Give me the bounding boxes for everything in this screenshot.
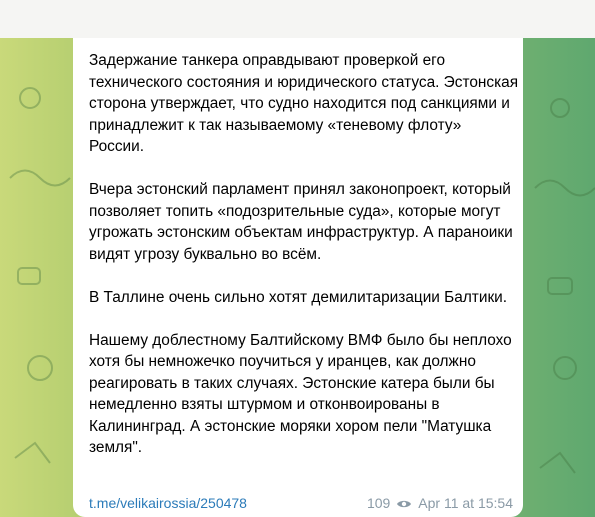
eye-icon: [396, 497, 412, 509]
message-paragraph: В Таллине очень сильно хотят демилитаризации Балтики.: [89, 288, 508, 306]
message-meta: [367, 495, 513, 511]
post-timestamp: Apr 11 at 15:54: [418, 495, 513, 511]
message-paragraph: Нашему доблестному Балтийскому ВМФ было бы неплохо хотя бы немножечко поучиться у иранцев, как должно реагировать в таких случаях. Эстонские катера были бы немедленно взяты штурмом и отконвоированы в Калининград. А эстонские моряки хором пели "Матушка земля".: [89, 331, 512, 456]
message-paragraph: Задержание танкера оправдывают проверкой его технического состояния и юридического статуса. Эстонская сторона утверждает, что судно находится под санкциями и принадлежит к так называемому «теневому флоту» России.: [89, 52, 519, 155]
message-bubble: [73, 38, 523, 517]
message-text: [89, 50, 519, 459]
post-link[interactable]: t.me/velikairossia/250478: [89, 495, 247, 511]
message-paragraph: Вчера эстонский парламент принял законопроект, который позволяет топить «подозрительные суда», которые могут угрожать эстонским объектам инфраструктур. А параноики видят угрозу буквально во всём.: [89, 181, 513, 263]
top-bar: [0, 0, 595, 38]
view-count: 109: [366, 495, 391, 511]
message-footer: [89, 493, 513, 513]
